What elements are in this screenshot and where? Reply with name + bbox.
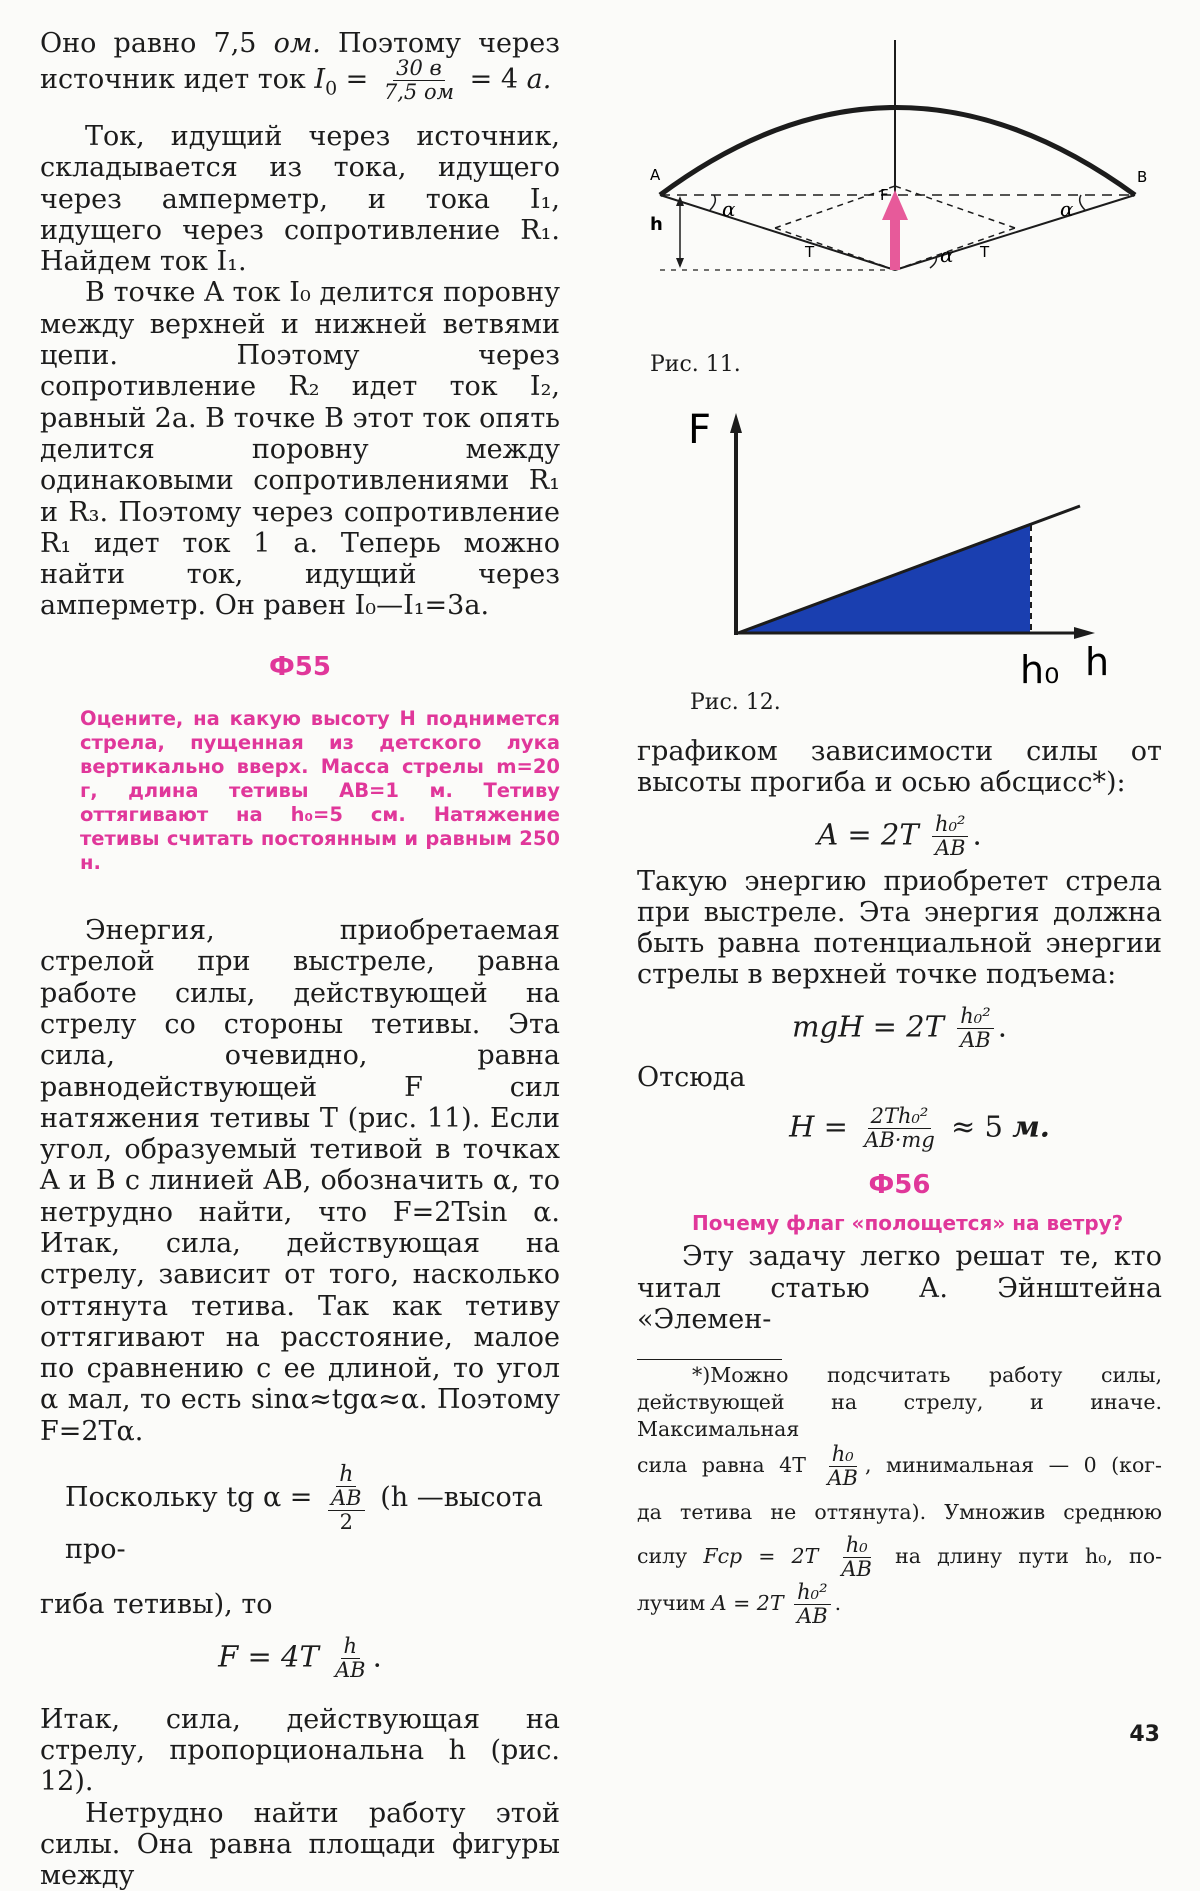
fig11-label-t-left: T xyxy=(805,243,815,261)
page-number: 43 xyxy=(1129,1722,1160,1747)
fig11-label-alpha-bottom: α xyxy=(940,243,954,267)
formula-force: F = 4T $\frac{h}{AB}$ . xyxy=(218,1633,382,1682)
problem-f56-statement: Почему флаг «полощется» на ветру? xyxy=(692,1211,1124,1236)
footnote xyxy=(637,1362,1162,1628)
paragraph-einstein: Эту задачу легко решат те, кто читал статью А. Эйнштейна «Элемен- xyxy=(637,1241,1162,1335)
problem-heading-f56: Ф56 xyxy=(868,1170,931,1201)
figure-11-bow-diagram xyxy=(640,30,1160,280)
fig12-label-h0: h₀ xyxy=(1020,648,1060,692)
footnote-rule xyxy=(637,1359,782,1360)
paragraph-graph-area: графиком зависимости силы от высоты прогиба и осью абсцисс*): xyxy=(637,736,1162,799)
fig11-label-h: h xyxy=(650,214,663,235)
footnote-line-1: *)Можно подсчитать работу силы, действующей на стрелу, и иначе. Максимальная xyxy=(637,1363,1162,1442)
footnote-line-2: сила равна 4T $\frac{\text{h₀}}{AB}$ , минимальная — 0 (ког- xyxy=(637,1442,1162,1491)
fig11-label-f: F xyxy=(880,186,889,204)
figure-12-caption: Рис. 12. xyxy=(690,690,781,715)
fig11-string-left xyxy=(660,195,895,270)
problem-heading-f55: Ф55 xyxy=(269,651,331,682)
tangent-formula-line: Поскольку tg α = $\frac{h}{\frac{AB}{2}}$ (h —высота про- xyxy=(65,1462,543,1566)
fig11-label-t-right: T xyxy=(980,243,990,261)
opening-line-2: источник идет ток $I_0$ = $\frac{30 в}{7,5 ом}$ = 4 а. xyxy=(40,56,552,105)
paragraph-proportional: Итак, сила, действующая на стрелу, пропорциональна h (рис. 12). xyxy=(40,1703,560,1798)
current-fraction: $\frac{30 в}{7,5 ом}$ xyxy=(383,56,455,105)
opening-line-1: Оно равно 7,5 ом. Поэтому через xyxy=(40,28,560,59)
paragraph-point-a: В точке A ток I₀ делится поровну между верхней и нижней ветвями цепи. Поэтому через сопротивление R₂ идет ток I₂, равный 2а. В точке B этот ток опять делится поровну между одинаковыми сопротивлениями R₁ и R₃. Поэтому через сопротивление R₁ идет ток 1 а. Теперь можно найти ток, идущий через амперметр. Он равен I₀—I₁=3а. xyxy=(40,277,560,622)
fig11-label-alpha-left: α xyxy=(722,197,736,221)
fig11-force-arrow xyxy=(890,216,900,270)
right-column xyxy=(637,736,1162,1628)
paragraph-current-sum: Ток, идущий через источник, складывается из тока, идущего через амперметр, и тока I₁, идущего через сопротивление R₁. Найдем ток I₁. xyxy=(40,120,560,278)
figure-12-force-graph xyxy=(680,405,1110,695)
fig12-label-h: h xyxy=(1085,640,1110,684)
fig12-label-f: F xyxy=(688,407,712,453)
paragraph-work: Нетрудно найти работу этой силы. Она равна площади фигуры между xyxy=(40,1797,560,1891)
fig11-label-alpha-right: α xyxy=(1060,197,1074,221)
left-column xyxy=(40,28,560,1891)
paragraph-energy: Энергия, приобретаемая стрелой при выстреле, равна работе силы, действующей на стрелу со стороны тетивы. Эта сила, очевидно, равна равнодействующей F сил натяжения тетивы T (рис. 11). Если угол, образуемый тетивой в точках A и B с линией AB, обозначить α, то нетрудно найти, что F=2Tsin α. Итак, сила, действующая на стрелу, зависит от того, насколько оттянута тетива. Так как тетиву оттягивают на расстояние, малое по сравнению с ее длиной, то угол α мал, то есть sinα≈tgα≈α. Поэтому F=2Tα. xyxy=(40,915,560,1447)
equation-work: A = 2T $\frac{\text{h₀²}}{AB}$ . xyxy=(817,811,982,860)
equation-height: H = $\frac{\text{2Th₀²}}{AB\cdot mg}$ ≈ 5 м. xyxy=(789,1104,1050,1153)
paragraph-bow-height: гиба тетивы), то xyxy=(40,1589,273,1621)
fig11-bow-arc xyxy=(660,108,1135,196)
figure-11-caption: Рис. 11. xyxy=(650,352,741,377)
fig11-label-a: A xyxy=(650,166,661,184)
footnote-line-3: да тетива не оттянута). Умножив среднюю xyxy=(637,1500,1162,1525)
fig11-string-right xyxy=(895,195,1135,270)
problem-f55-statement: Оцените, на какую высоту H поднимется стрела, пущенная из детского лука вертикально вверх. Масса стрелы m=20 г, длина тетивы AB=1 м. Тетиву оттягивают на h₀=5 см. Натяжение тетивы считать постоянным и равным 250 н. xyxy=(80,707,560,875)
paragraph-hence: Отсюда xyxy=(637,1061,746,1093)
footnote-line-5: лучим A = 2T $\frac{\text{h₀²}}{AB}$ . xyxy=(637,1580,842,1629)
paragraph-energy-equal: Такую энергию приобретет стрела при выстреле. Эта энергия должна быть равна потенциальной энергии стрелы в верхней точке подъема: xyxy=(637,865,1162,991)
equation-potential: mgH = 2T $\frac{\text{h₀²}}{AB}$ . xyxy=(792,1003,1007,1052)
fig11-label-b: B xyxy=(1137,168,1148,186)
footnote-line-4: силу Fср = 2T $\frac{\text{h₀}}{AB}$ на длину пути h₀, по- xyxy=(637,1533,1162,1582)
